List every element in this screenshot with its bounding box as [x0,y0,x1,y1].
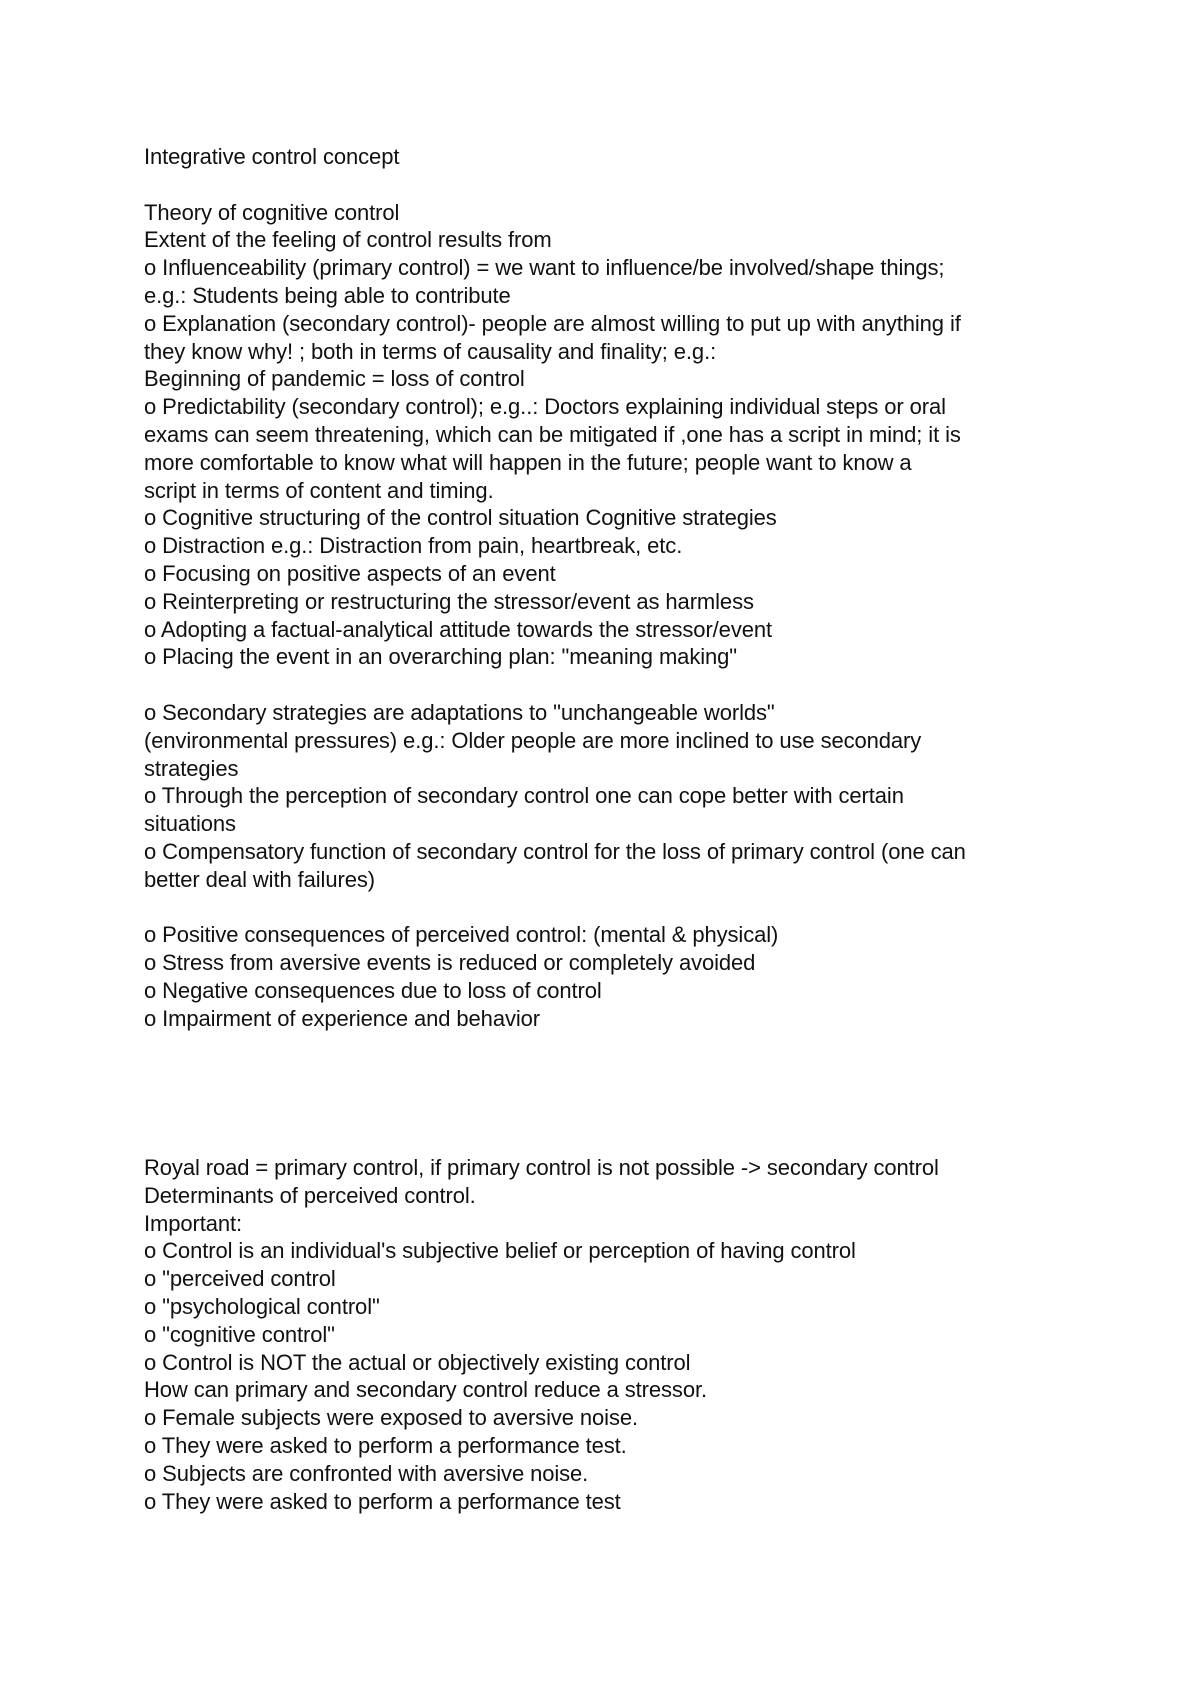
document-body-top [144,143,1084,1033]
text-line: more comfortable to know what will happen in the future; people want to know a [144,449,912,475]
text-line: Beginning of pandemic = loss of control [144,366,525,392]
bullet-line: o They were asked to perform a performance test [144,1488,621,1514]
bullet-line: o "cognitive control" [144,1321,335,1347]
bullet-line: o Predictability (secondary control); e.g..: Doctors explaining individual steps or oral [144,394,946,420]
text-line: e.g.: Students being able to contribute [144,282,511,308]
bullet-line: o Adopting a factual-analytical attitude towards the stressor/event [144,616,773,642]
bullet-line: o Placing the event in an overarching plan: "meaning making" [144,644,737,670]
text-line: Royal road = primary control, if primary control is not possible -> secondary control [144,1155,939,1180]
text-line: script in terms of content and timing. [144,477,494,503]
bullet-line: o Control is NOT the actual or objectively existing control [144,1349,691,1375]
bullet-line: o Focusing on positive aspects of an event [144,560,556,586]
bullet-line: o Through the perception of secondary control one can cope better with certain [144,783,904,809]
bullet-line: o Influenceability (primary control) = we want to influence/be involved/shape things; [144,255,945,281]
bullet-line: o Impairment of experience and behavior [144,1005,540,1031]
text-line: Determinants of perceived control. [144,1182,476,1208]
text-line: Important: [144,1210,243,1236]
bullet-line: o Positive consequences of perceived control: (mental & physical) [144,922,779,948]
bullet-line: o "psychological control" [144,1293,380,1319]
text-line: situations [144,811,236,837]
document-title: Integrative control concept [144,144,400,169]
bullet-line: o Negative consequences due to loss of control [144,977,602,1003]
bullet-line: o "perceived control [144,1266,336,1292]
text-line: exams can seem threatening, which can be mitigated if ,one has a script in mind; it is [144,421,961,447]
text-line: Extent of the feeling of control results from [144,227,552,253]
bullet-line: o Subjects are confronted with aversive noise. [144,1460,589,1486]
bullet-line: o Cognitive structuring of the control situation Cognitive strategies [144,505,777,531]
text-line: better deal with failures) [144,866,375,892]
blank-line [144,894,1084,922]
text-line: How can primary and secondary control reduce a stressor. [144,1377,707,1403]
section-heading: Theory of cognitive control [144,199,400,225]
bullet-line: o Compensatory function of secondary control for the loss of primary control (one can [144,838,966,864]
blank-line [144,671,1084,699]
bullet-line: o Stress from aversive events is reduced or completely avoided [144,950,756,976]
blank-line [144,171,1084,199]
document-body-bottom [144,1154,1084,1515]
bullet-line: o Reinterpreting or restructuring the stressor/event as harmless [144,588,754,614]
bullet-line: o Female subjects were exposed to aversive noise. [144,1405,639,1431]
text-line: strategies [144,755,239,781]
bullet-line: o Distraction e.g.: Distraction from pain, heartbreak, etc. [144,533,683,559]
bullet-line: o Explanation (secondary control)- people are almost willing to put up with anything if [144,310,961,336]
bullet-line: o They were asked to perform a performance test. [144,1432,627,1458]
text-line: (environmental pressures) e.g.: Older people are more inclined to use secondary [144,727,922,753]
bullet-line: o Control is an individual's subjective belief or perception of having control [144,1238,856,1264]
bullet-line: o Secondary strategies are adaptations to "unchangeable worlds" [144,699,775,725]
text-line: they know why! ; both in terms of causality and finality; e.g.: [144,338,717,364]
